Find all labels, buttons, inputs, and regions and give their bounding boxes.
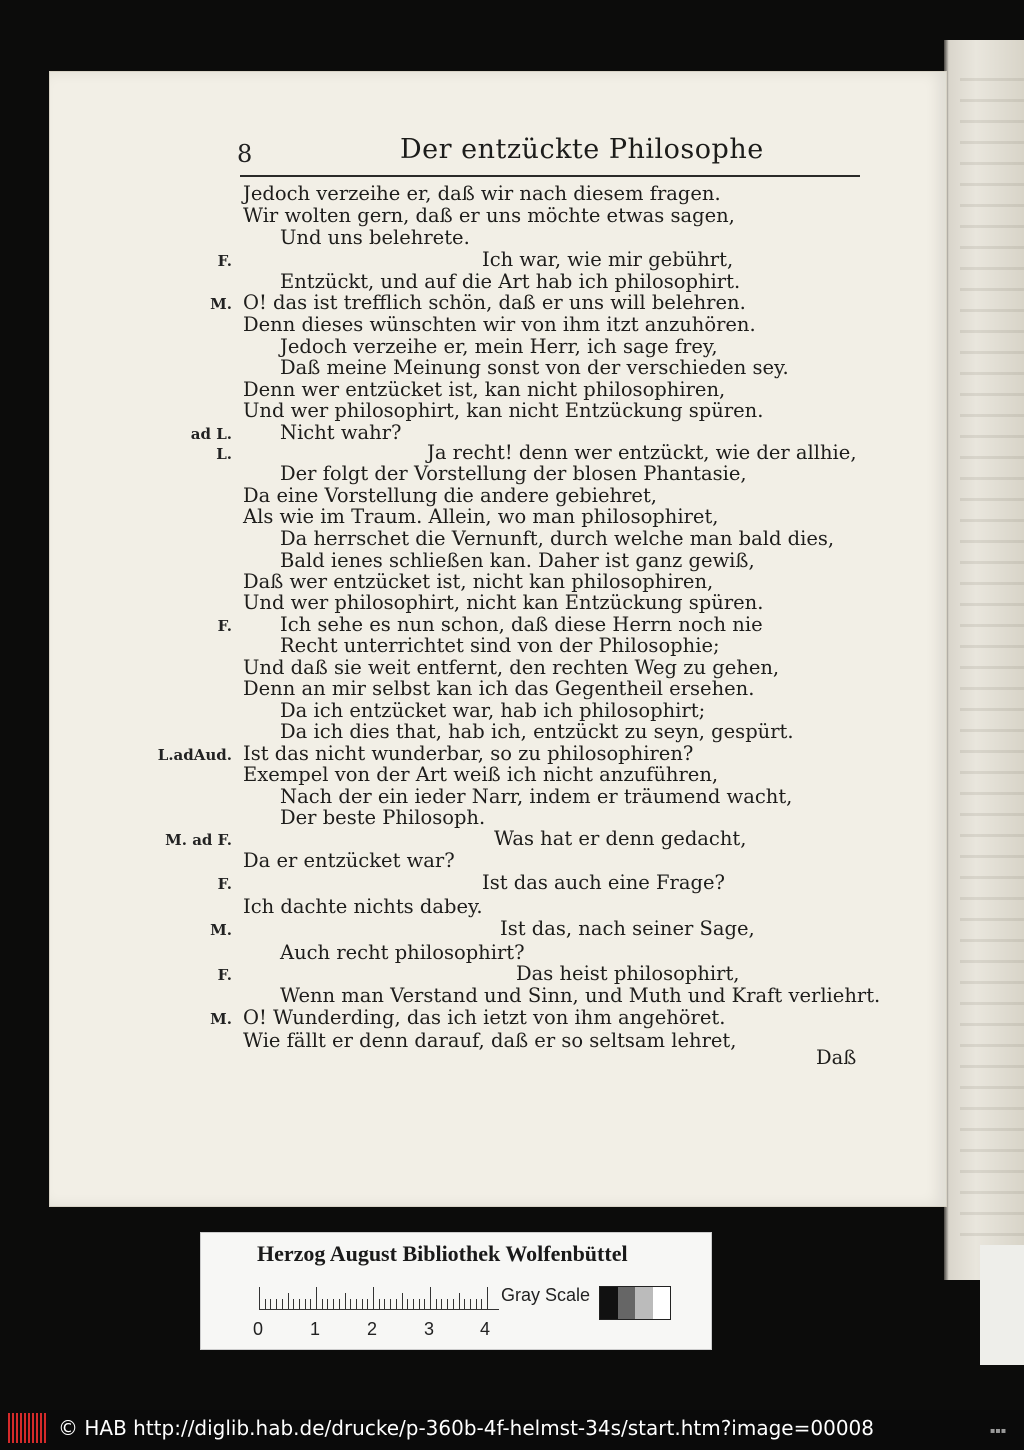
ruler-tick [310,1299,311,1309]
ruler-tick [436,1299,437,1309]
ruler-tick [305,1299,306,1309]
ruler-tick [476,1299,477,1309]
verse-line: Als wie im Traum. Allein, wo man philosophiret, [243,505,719,528]
header-rule [240,175,860,177]
speaker-label: ad L. [190,425,232,443]
footer-url[interactable]: © HAB http://diglib.hab.de/drucke/p-360b-4f-helmst-34s/start.htm?image=00008 [58,1416,874,1440]
ruler-tick [339,1299,340,1309]
color-card [200,1232,712,1350]
ruler [259,1309,499,1310]
verse-line: O! das ist trefflich schön, daß er uns will belehren. [243,291,746,314]
ruler-number: 0 [253,1319,264,1339]
ruler-tick [282,1299,283,1309]
ruler-tick [407,1299,408,1309]
ruler-tick [419,1299,420,1309]
speaker-label: F. [217,966,232,984]
speaker-label: M. [210,1010,232,1028]
verse-line: Da er entzücket war? [243,849,455,872]
gray-scale-swatch [599,1286,671,1320]
verse-line: Da ich entzücket war, hab ich philosophirt; [280,699,706,722]
verse-line: Daß meine Meinung sonst von der verschieden sey. [280,356,789,379]
verse-line: Ist das, nach seiner Sage, [500,917,755,940]
page-number: 8 [237,140,253,168]
speaker-label: M. ad F. [165,831,232,849]
verse-line: Nach der ein ieder Narr, indem er träumend wacht, [280,785,793,808]
verse-line: Denn wer entzücket ist, kan nicht philosophiren, [243,378,726,401]
ruler-tick [441,1299,442,1309]
gray-scale-label: Gray Scale [501,1285,591,1305]
verse-line: Und wer philosophirt, kan nicht Entzückung spüren. [243,399,764,422]
verse-line: Recht unterrichtet sind von der Philosophie; [280,634,720,657]
verse-line: Daß wer entzücket ist, nicht kan philosophiren, [243,570,714,593]
verse-line: Ich war, wie mir gebührt, [482,248,734,271]
ruler-tick [481,1299,482,1309]
verse-line: Nicht wahr? [280,421,402,444]
speaker-label: M. [210,921,232,939]
verse-line: Wir wolten gern, daß er uns möchte etwas sagen, [243,204,735,227]
ruler-tick [402,1293,403,1309]
ruler-tick [270,1299,271,1309]
ruler-number: 2 [367,1319,378,1339]
ruler-tick [459,1293,460,1309]
verse-line: Ist das auch eine Frage? [482,871,725,894]
verse-line: Ich dachte nichts dabey. [243,895,483,918]
ruler-tick [333,1299,334,1309]
ruler-tick [430,1287,431,1309]
ruler-tick [390,1299,391,1309]
ruler-tick [367,1299,368,1309]
ruler-tick [373,1287,374,1309]
hab-logo-icon [8,1413,48,1443]
ruler-tick [424,1299,425,1309]
ruler-tick [322,1299,323,1309]
ruler-number: 4 [480,1319,491,1339]
facing-page-text-shadow [960,60,1024,1240]
ruler-tick [350,1299,351,1309]
verse-line: Jedoch verzeihe er, mein Herr, ich sage frey, [280,335,718,358]
ruler-tick [447,1299,448,1309]
ruler-tick [259,1287,260,1309]
catchword: Daß [816,1046,857,1069]
ruler-tick [487,1287,488,1309]
verse-line: Der folgt der Vorstellung der blosen Phantasie, [280,462,747,485]
verse-line: Denn dieses wünschten wir von ihm itzt anzuhören. [243,313,756,336]
verse-line: Und wer philosophirt, nicht kan Entzückung spüren. [243,591,764,614]
speaker-label: F. [217,252,232,270]
verse-line: Ich sehe es nun schon, daß diese Herrn noch nie [280,613,763,636]
verse-line: O! Wunderding, das ich ietzt von ihm angehöret. [243,1006,726,1029]
verse-line: Ja recht! denn wer entzückt, wie der allhie, [427,441,857,464]
speaker-label: L.adAud. [157,746,232,764]
ruler-tick [276,1299,277,1309]
verse-line: Entzückt, und auf die Art hab ich philosophirt. [280,270,741,293]
speaker-label: F. [217,875,232,893]
ruler-tick [293,1299,294,1309]
ruler-tick [396,1299,397,1309]
verse-line: Jedoch verzeihe er, daß wir nach diesem fragen. [243,182,721,205]
verse-line: Der beste Philosoph. [280,806,486,829]
verse-line: Ist das nicht wunderbar, so zu philosophiren? [243,742,694,765]
running-title: Der entzückte Philosophe [400,134,764,165]
verse-line: Auch recht philosophirt? [280,941,525,964]
ruler-tick [384,1299,385,1309]
secondary-card [980,1245,1024,1365]
verse-line: Das heist philosophirt, [516,962,740,985]
ruler-tick [316,1287,317,1309]
ruler-tick [413,1299,414,1309]
ruler-tick [470,1299,471,1309]
verse-line: Wenn man Verstand und Sinn, und Muth und Kraft verliehrt. [280,984,881,1007]
footer-dots: ▪▪▪ [990,1426,1007,1435]
verse-line: Wie fällt er denn darauf, daß er so seltsam lehret, [243,1029,737,1052]
verse-line: Und uns belehrete. [280,226,470,249]
speaker-label: L. [216,445,232,463]
verse-line: Bald ienes schließen kan. Daher ist ganz gewiß, [280,549,755,572]
ruler-tick [379,1299,380,1309]
speaker-label: F. [217,617,232,635]
verse-line: Da ich dies that, hab ich, entzückt zu seyn, gespürt. [280,720,794,743]
library-name: Herzog August Bibliothek Wolfenbüttel [257,1241,628,1266]
ruler-number: 1 [310,1319,321,1339]
ruler-tick [345,1293,346,1309]
ruler-tick [265,1299,266,1309]
verse-line: Denn an mir selbst kan ich das Gegentheil ersehen. [243,677,755,700]
ruler-tick [453,1299,454,1309]
ruler-number: 3 [424,1319,435,1339]
ruler-tick [327,1299,328,1309]
speaker-label: M. [210,295,232,313]
verse-line: Da herrschet die Vernunft, durch welche man bald dies, [280,527,835,550]
verse-line: Exempel von der Art weiß ich nicht anzuführen, [243,763,719,786]
ruler-tick [464,1299,465,1309]
verse-line: Und daß sie weit entfernt, den rechten Weg zu gehen, [243,656,780,679]
ruler-tick [356,1299,357,1309]
ruler-tick [362,1299,363,1309]
verse-line: Da eine Vorstellung die andere gebiehret, [243,484,658,507]
ruler-tick [299,1299,300,1309]
verse-line: Was hat er denn gedacht, [494,827,747,850]
ruler-tick [288,1293,289,1309]
